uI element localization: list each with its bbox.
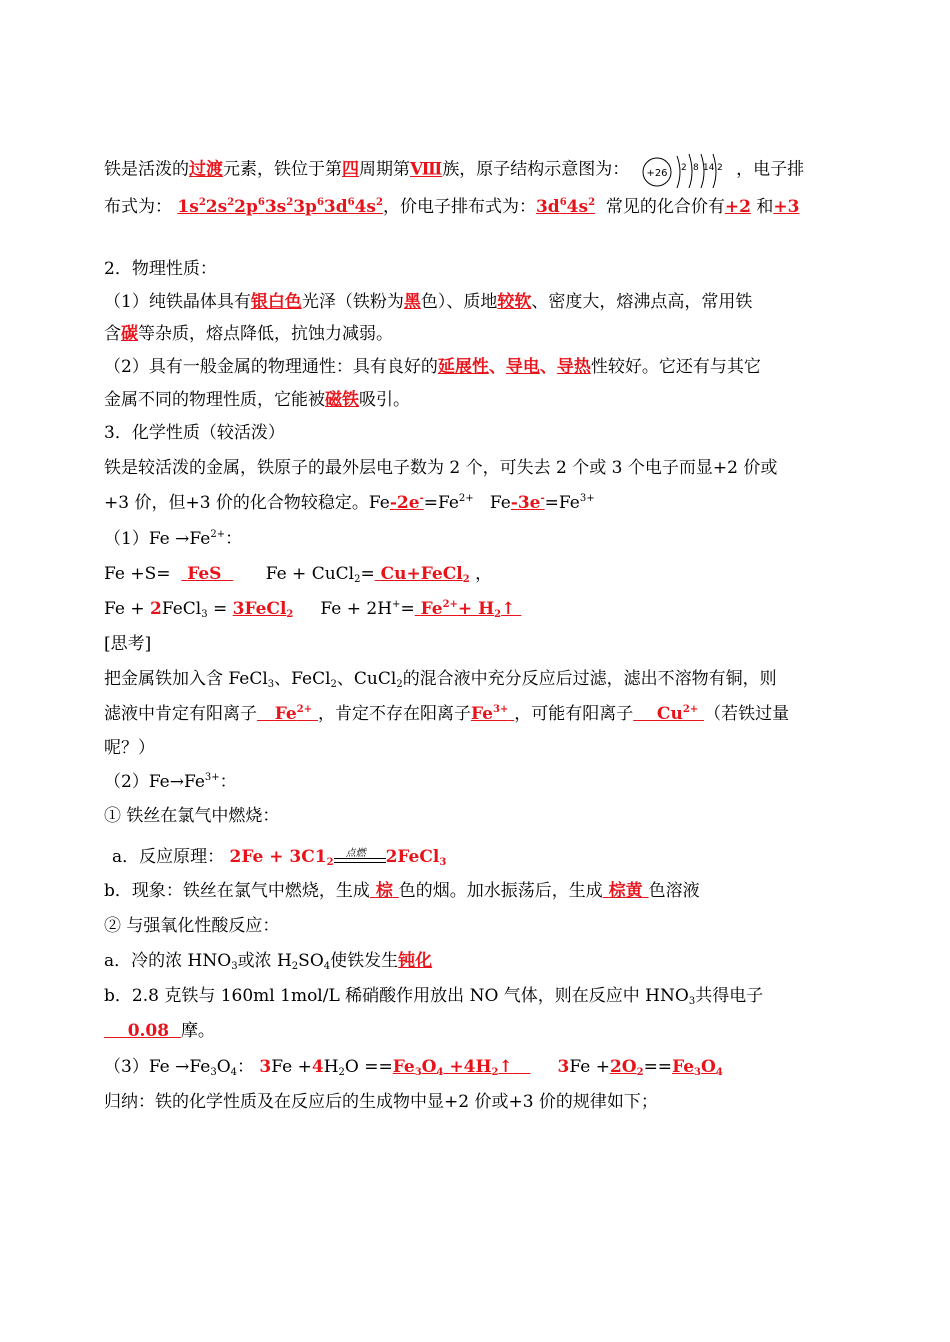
summary-line: 归纳：铁的化学性质及在反应后的生成物中显+2 价或+3 价的规律如下； (104, 1092, 658, 1112)
nitric-question-line: b．2.8 克铁与 160ml 1mol/L 稀硝酸作用放出 NO 气体，则在反应中 $HNO_3$共得电子 (104, 986, 764, 1007)
answer-product: 2FeCl$_3$ (385, 847, 447, 868)
answer-lose-2e: -2e- (389, 493, 424, 513)
answer-fe3o4-h2: $Fe_3O_4$ $+4H_2↑$ (392, 1057, 513, 1078)
answer-fe2-h2: $Fe^{2+}+$ $H_2↑$ (420, 599, 516, 620)
answer-thermal: 导热 (556, 357, 591, 377)
answer-cu-fecl2: Cu+FeCl$_2$ (380, 564, 470, 585)
subsection-fe-fe3: $(2)Fe\to Fe^{3+}$： (104, 772, 237, 792)
text: 族，原子结构示意图为： (442, 159, 630, 180)
answer-fe3o4: $Fe_3O_4$ (672, 1057, 723, 1078)
answer-soft: 较软 (497, 292, 532, 312)
equation-line-1: Fe +S= FeS Fe + CuCl$_2$= Cu+FeCl$_2$ ， (104, 564, 493, 585)
nitric-answer-line: 0.08 摩。 (104, 1020, 215, 1042)
answer-brown: 棕 (375, 881, 393, 901)
atom-structure-diagram (641, 150, 725, 190)
text: 元素，铁位于第 (223, 159, 342, 180)
section-heading-physical: 2．物理性质： (104, 259, 217, 279)
text: 和 (756, 197, 774, 217)
answer-lose-3e: -3e- (510, 493, 545, 513)
ignite-condition: 点燃 (334, 849, 386, 867)
answer-ductility: 延展性 (437, 357, 489, 377)
answer-valence-3: +3 (773, 197, 800, 217)
answer-color: 银白色 (250, 292, 302, 312)
chlorine-burn-heading: ① 铁丝在氯气中燃烧： (104, 806, 280, 826)
answer-3fecl2: 3FeCl$_2$ (232, 599, 294, 620)
answer-carbon: 碳 (121, 324, 138, 344)
oxidizing-acid-heading: ② 与强氧化性酸反应： (104, 916, 280, 936)
question-line-2: 滤液中肯定有阳离子 $Fe^{2+}$ ，肯定不存在阳离子$Fe^{3+}$ ，可能有阳离子 $Cu^{2+}$ （若铁过量 (104, 704, 790, 724)
answer-transition: 过渡 (189, 159, 223, 180)
physical-property-1b: 含碳等杂质，熔点降低，抗蚀力减弱。 (104, 324, 393, 344)
nucleus-label: +26 (646, 168, 668, 179)
answer-coef: 2 (149, 599, 162, 619)
text: ，电子排 (736, 159, 805, 180)
answer-cu2-ion: $Cu^{2+}$ (656, 704, 699, 724)
answer-reactants: $2Fe + 3C1_2$ (229, 847, 334, 868)
chemical-intro: 铁是较活泼的金属，铁原子的最外层电子数为 2 个，可失去 2 个或 3 个电子而显+2 价或 (104, 458, 778, 478)
physical-property-2: （2）具有一般金属的物理通性：具有良好的延展性、导电、导热性较好。它还有与其它 (104, 357, 761, 377)
answer-valence-config: $3d^64s^2$ (535, 197, 596, 217)
shell-arc (677, 156, 680, 188)
answer-conductive: 导电 (505, 357, 540, 377)
answer-fe3-ion: $Fe^{3+}$ (471, 704, 509, 724)
answer-black: 黑 (403, 292, 421, 312)
text: 常见的化合价有 (605, 197, 725, 217)
subsection-fe-fe2: $(1)Fe \to Fe^{2+}$： (104, 529, 243, 549)
iron-intro-line (104, 150, 804, 190)
answer-o2: $2O_2$ (609, 1057, 644, 1078)
question-line-1: 把金属铁加入含 FeCl$_3$、FeCl$_2$、CuCl$_2$的混合液中充分反应后过滤，滤出不溶物有铜，则 (104, 669, 777, 690)
answer-electrons: 0.08 (127, 1021, 170, 1041)
shell-count: 2 (680, 163, 687, 173)
text: 铁是活泼的 (104, 159, 189, 180)
answer-passivation: 钝化 (398, 951, 433, 971)
electron-config-line (104, 196, 799, 218)
text: 布式为： (104, 197, 172, 217)
think-label: [思考] (104, 634, 152, 654)
fe3o4-line: $(3)Fe \to Fe_3O_4$： $3Fe +4H_2O ==Fe_3O_4$ $+4H_2↑$ $3Fe +2O_2==Fe_3O_4$ (104, 1057, 723, 1078)
answer-brown-yellow: 棕黄 (608, 881, 643, 901)
answer-fes: FeS (187, 564, 222, 584)
physical-property-1: （1）纯铁晶体具有银白色光泽（铁粉为黑色）、质地较软、密度大，熔沸点高，常用铁 (104, 292, 753, 312)
passivation-line: a．冷的浓 $HNO_3$或浓 $H_2SO_4$使铁发生钝化 (104, 951, 433, 972)
shell-count: 14 (702, 163, 715, 173)
question-line-3: 呢？） (104, 738, 155, 758)
answer-electron-config: $1s^22s^22p^63s^23p^63d^64s^2$ (177, 197, 383, 217)
equation-line-2: Fe + 2FeCl$_3$ = 3FeCl$_2$ $Fe + 2H^+= Fe^{2+}+$ $H_2↑$ (104, 598, 521, 620)
answer-magnet: 磁铁 (325, 390, 359, 410)
answer-group: Ⅷ (410, 159, 443, 180)
text: ，价电子排布式为： (382, 197, 536, 217)
shell-arc (689, 154, 692, 188)
phenomenon-line: b．现象：铁丝在氯气中燃烧，生成 棕 色的烟。加水振荡后，生成 棕黄 色溶液 (104, 881, 700, 901)
section-heading-chemical: 3．化学性质（较活泼） (104, 423, 285, 443)
answer-period: 四 (342, 159, 359, 180)
physical-property-2b: 金属不同的物理性质，它能被磁铁吸引。 (104, 390, 410, 410)
text: 周期第 (359, 159, 410, 180)
answer-valence-2: +2 (724, 197, 751, 217)
reaction-principle: a．反应原理： $2Fe + 3C1_2$ 点燃 2FeCl$_3$ (112, 847, 447, 868)
shell-count: 8 (692, 163, 699, 173)
answer-fe2-ion: $Fe^{2+}$ (274, 704, 313, 724)
chemical-intro-2: +3 价，但+3 价的化合物较稳定。$Fe-2e^-=Fe^{2+}$ $Fe-3e^-=Fe^{3+}$ (104, 493, 595, 513)
shell-count: 2 (716, 163, 723, 173)
